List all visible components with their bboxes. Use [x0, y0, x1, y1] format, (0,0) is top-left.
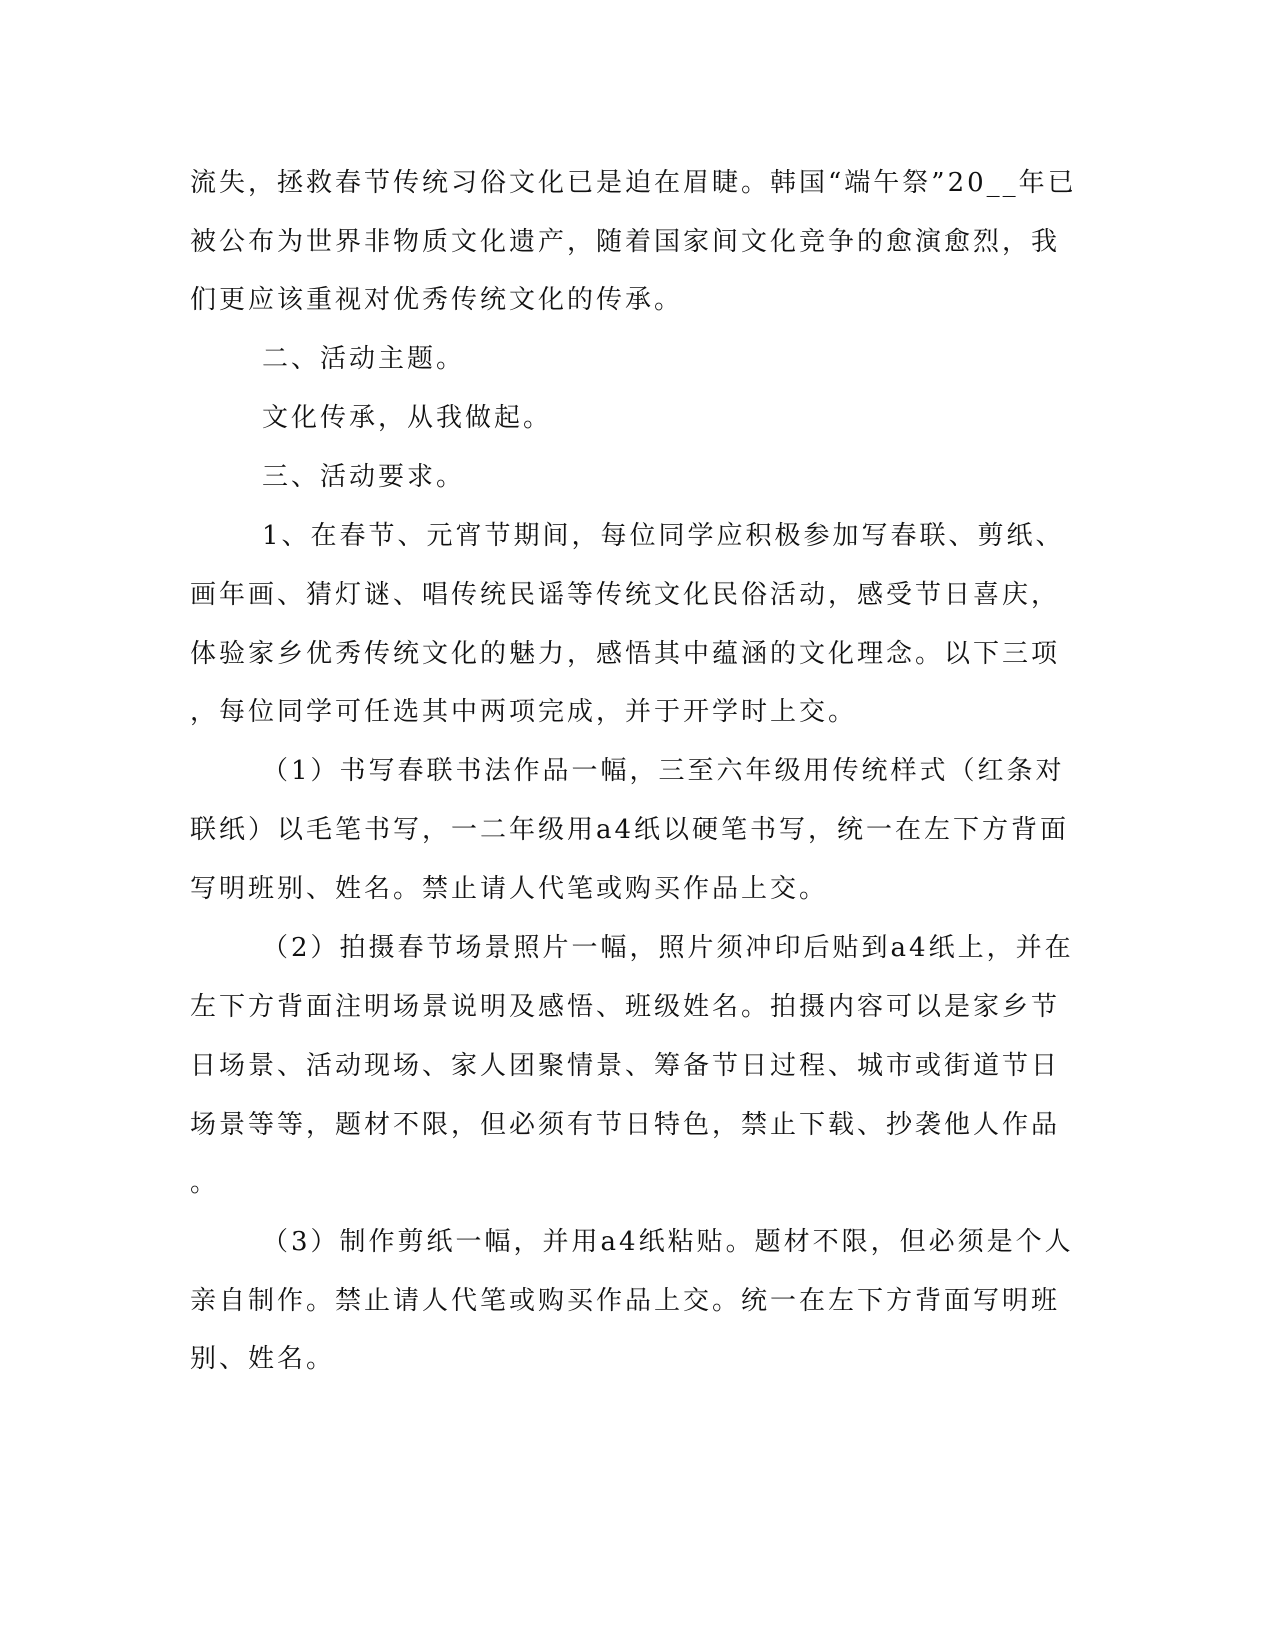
text-line: 写明班别、姓名。禁止请人代笔或购买作品上交。: [190, 874, 829, 904]
text-line: 被公布为世界非物质文化遗产，随着国家间文化竞争的愈演愈烈，我: [190, 227, 1061, 257]
text-line: 1、在春节、元宵节期间，每位同学应积极参加写春联、剪纸、: [262, 521, 1065, 551]
text-line: （1）书写春联书法作品一幅，三至六年级用传统样式（红条对: [262, 756, 1065, 786]
text-line: 联纸）以毛笔书写，一二年级用a4纸以硬笔书写，统一在左下方背面: [190, 815, 1070, 845]
section-heading: 三、活动要求。: [262, 462, 466, 492]
text-line: 左下方背面注明场景说明及感悟、班级姓名。拍摄内容可以是家乡节: [190, 992, 1061, 1022]
text-line: 场景等等，题材不限，但必须有节日特色，禁止下载、抄袭他人作品: [190, 1110, 1061, 1140]
text-line: 。: [190, 1168, 220, 1198]
text-line: （3）制作剪纸一幅，并用a4纸粘贴。题材不限，但必须是个人: [262, 1227, 1074, 1257]
text-line: 亲自制作。禁止请人代笔或购买作品上交。统一在左下方背面写明班: [190, 1286, 1061, 1316]
text-line: 文化传承，从我做起。: [262, 403, 553, 433]
text-line: 们更应该重视对优秀传统文化的传承。: [190, 285, 684, 315]
text-line: （2）拍摄春节场景照片一幅，照片须冲印后贴到a4纸上，并在: [262, 933, 1074, 963]
text-line: 流失，拯救春节传统习俗文化已是迫在眉睫。韩国“端午祭”20__年已: [190, 168, 1077, 198]
text-line: 体验家乡优秀传统文化的魅力，感悟其中蕴涵的文化理念。以下三项: [190, 639, 1061, 669]
text-line: 日场景、活动现场、家人团聚情景、筹备节日过程、城市或街道节日: [190, 1051, 1061, 1081]
text-line: 画年画、猜灯谜、唱传统民谣等传统文化民俗活动，感受节日喜庆，: [190, 580, 1061, 610]
section-heading: 二、活动主题。: [262, 344, 466, 374]
text-line: 别、姓名。: [190, 1344, 336, 1374]
text-line: ，每位同学可任选其中两项完成，并于开学时上交。: [190, 697, 858, 727]
